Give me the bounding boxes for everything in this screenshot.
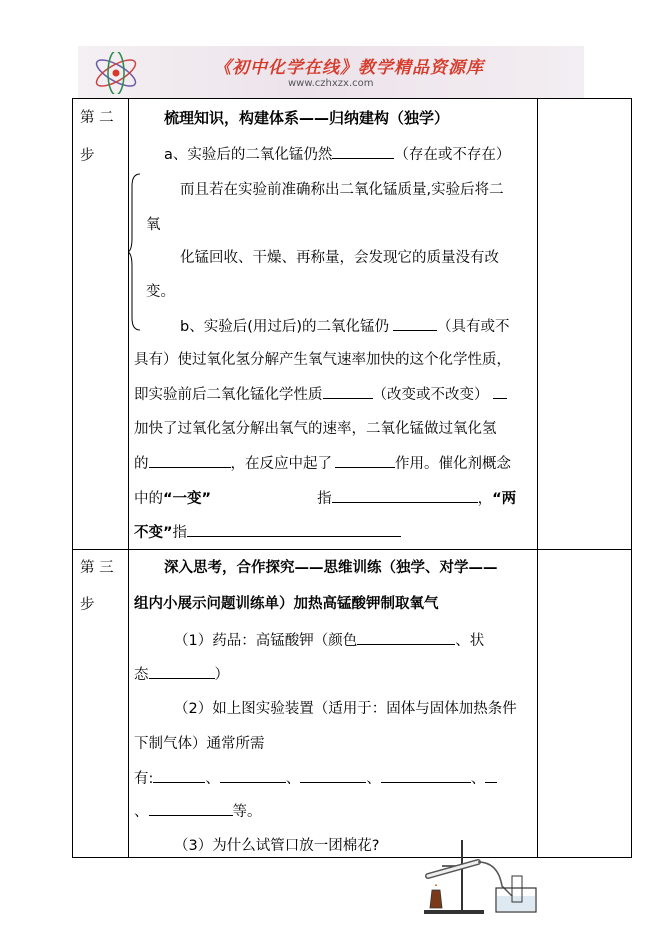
step3-q2-line-1: （2）如上图实验装置（适用于：固体与固体加热条件 xyxy=(174,701,517,717)
blank-d[interactable] xyxy=(493,384,507,399)
blank-h[interactable] xyxy=(187,522,401,537)
blank-equip-1[interactable] xyxy=(153,768,205,783)
step3-heading-2: 组内小展示问题训练单）加热高锰酸钾制取氧气 xyxy=(134,596,439,612)
blank-color[interactable] xyxy=(357,630,455,645)
step3-q1-line-1: （1）药品：高锰酸钾（颜色 、状 xyxy=(174,630,484,651)
step3-q3: （3）为什么试管口放一团棉花? xyxy=(174,838,380,854)
blank-equip-2[interactable] xyxy=(220,768,286,783)
step2-para-3: 化锰回收、干燥、再称量，会发现它的质量没有改 xyxy=(180,250,499,266)
step3-label-bottom: 步 xyxy=(80,597,95,613)
blank-equip-3[interactable] xyxy=(300,768,366,783)
blank-a[interactable] xyxy=(332,144,394,159)
header-url: www.czhxzx.com xyxy=(288,78,374,89)
step2-label-top: 第 二 xyxy=(80,110,114,126)
step2-line-1: 具有）使过氧化氢分解产生氧气速率加快的这个化学性质， xyxy=(134,352,511,368)
step2-heading: 梳理知识，构建体系——归纳建构（独学） xyxy=(164,109,450,127)
blank-equip-4[interactable] xyxy=(381,768,471,783)
blank-state[interactable] xyxy=(149,664,215,679)
atom-logo-icon xyxy=(90,52,142,94)
step3-q1-line-2: 态 ） xyxy=(134,664,229,685)
step2-line-4: 的 ，在反应中起了 作用。催化剂概念 xyxy=(134,453,511,474)
blank-equip-6[interactable] xyxy=(149,801,233,816)
step2-line-2: 即实验前后二氧化锰化学性质 （改变或不改变） xyxy=(134,384,507,405)
blank-g[interactable] xyxy=(332,488,478,503)
step3-q2-line-2: 下制气体）通常所需 xyxy=(134,736,265,752)
row-divider xyxy=(72,549,632,550)
header-banner xyxy=(78,46,584,99)
blank-e[interactable] xyxy=(149,453,231,468)
blank-f[interactable] xyxy=(335,453,395,468)
column-divider xyxy=(537,98,538,858)
step3-heading-1: 深入思考，合作探究——思维训练（独学、对学—— xyxy=(164,560,498,576)
step2-para-4: 变。 xyxy=(146,284,175,300)
step2-para-1: 而且若在实验前准确称出二氧化锰质量,实验后将二 xyxy=(180,182,504,198)
step2-para-2: 氧 xyxy=(146,217,161,233)
step2-line-a: a、实验后的二氧化锰仍然 （存在或不存在） xyxy=(164,144,510,165)
lab-apparatus-icon xyxy=(418,836,542,916)
step3-label-top: 第 三 xyxy=(80,560,114,576)
blank-b[interactable] xyxy=(393,316,437,331)
step2-line-b: b、实验后(用过后)的二氧化锰仍 （具有或不 xyxy=(180,316,510,337)
step3-q2-line-3: 有: 、 、 、 、 xyxy=(134,768,497,789)
step3-q2-line-4: 、 等。 xyxy=(134,801,262,822)
blank-equip-5[interactable] xyxy=(485,768,497,783)
header-title: 《初中化学在线》教学精品资源库 xyxy=(214,58,484,78)
step2-line-6: 不变”指 xyxy=(134,522,401,543)
curly-brace-icon xyxy=(128,172,142,332)
step2-line-3: 加快了过氧化氢分解出氧气的速率，二氧化锰做过氧化氢 xyxy=(134,421,497,437)
step2-label-bottom: 步 xyxy=(80,148,95,164)
blank-c[interactable] xyxy=(323,384,373,399)
step2-line-5: 中的“一变” 指 ，“两 xyxy=(134,488,516,509)
